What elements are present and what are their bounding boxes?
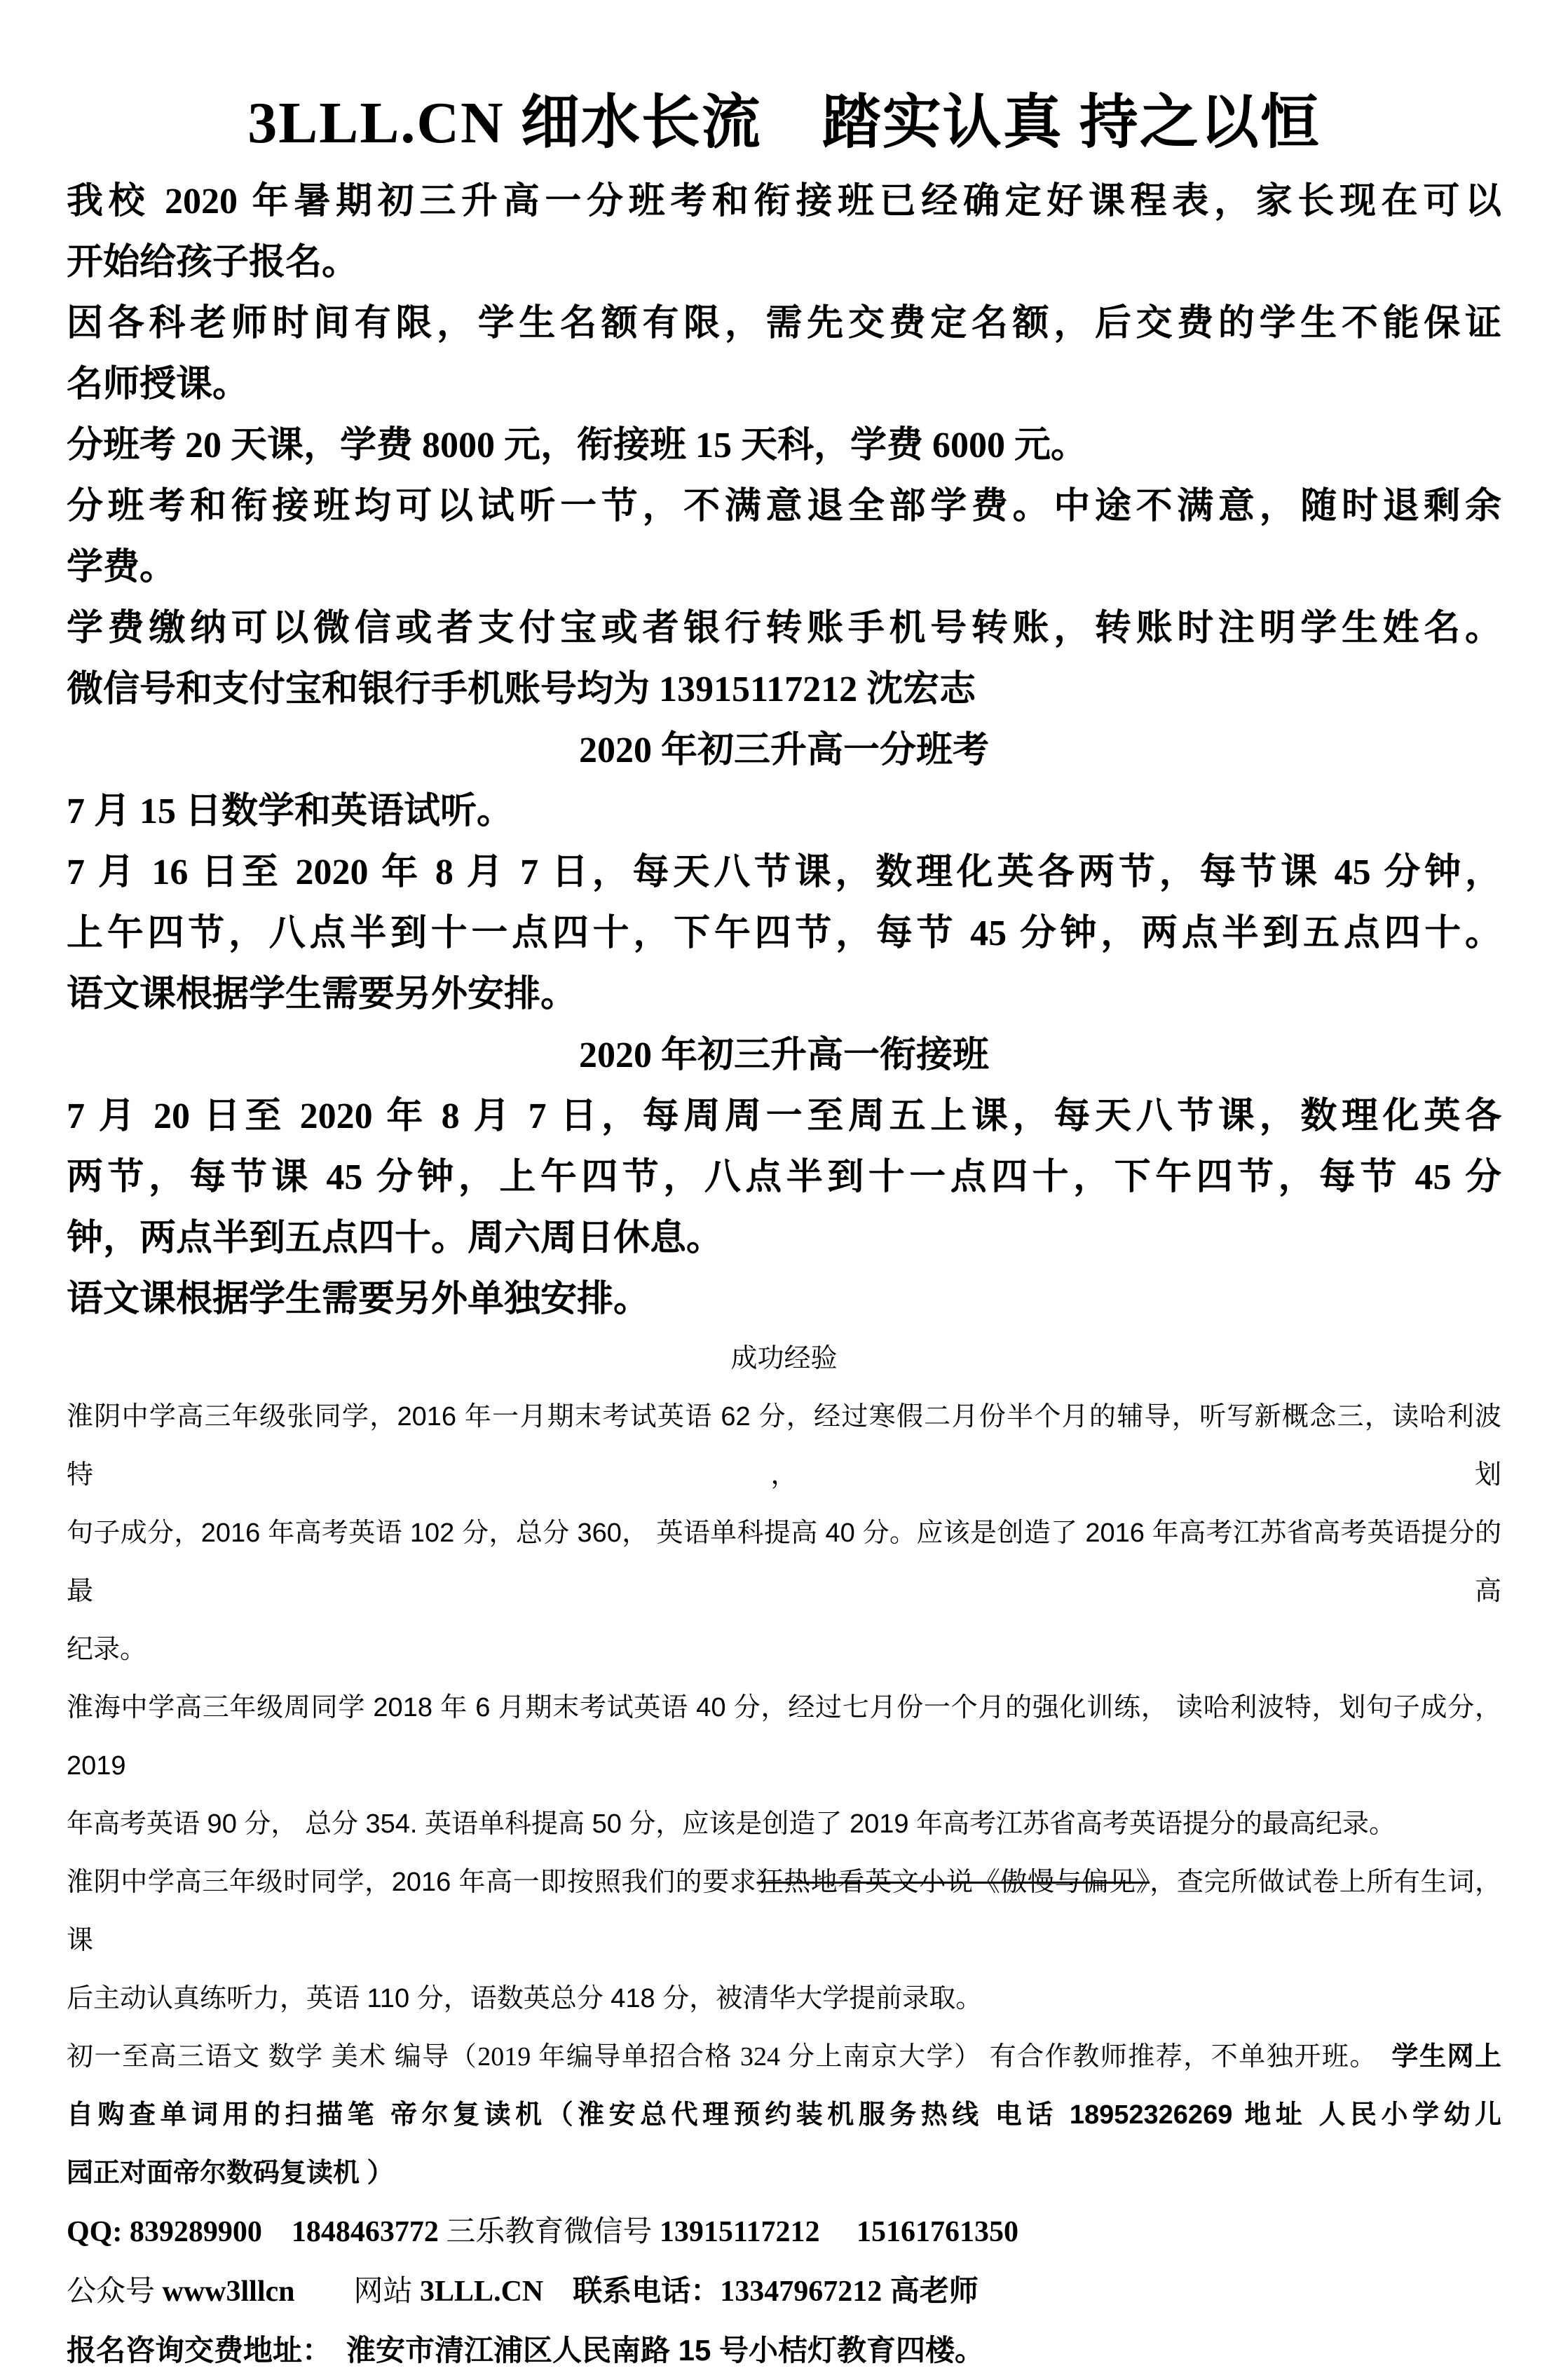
website-line: [67, 2262, 1501, 2321]
wechat-label: 三乐教育微信号: [446, 2216, 660, 2248]
official-account-name: www3lllcn: [162, 2276, 295, 2308]
bridge-class-line: 语文课根据学生需要另外单独安排。: [67, 1279, 650, 1319]
story2-line: 年高考英语 90 分， 总分 354. 英语单科提高 50 分，应该是创造了 2019 年高考江苏省高考英语提分的最高纪录。: [67, 1809, 1396, 1839]
bridge-class-heading: 2020 年初三升高一衔接班: [578, 1035, 989, 1075]
notice-line: 因各科老师时间有限，学生名额有限，需先交费定名额，后交费的学生不能保证: [67, 304, 1501, 344]
story2-line: 淮海中学高三年级周同学 2018 年 6 月期末考试英语 40 分，经过七月份一个月的强化训练， 读哈利波特，划句子成分，2019: [67, 1693, 1501, 1781]
courses-bold-tail: 学生网上: [1363, 2042, 1501, 2072]
story1-line: 淮阴中学高三年级张同学，2016 年一月期末考试英语 62 分，经过寒假二月份半个月的辅导，听写新概念三，读哈利波特，划: [67, 1402, 1501, 1490]
bridge-class-line: 两节，每节课 45 分钟，上午四节，八点半到十一点四十，下午四节，每节 45 分: [67, 1157, 1501, 1197]
contact-person: 高老师: [882, 2274, 979, 2307]
story1-line: 句子成分，2016 年高考英语 102 分，总分 360， 英语单科提高 40 分。应该是创造了 2016 年高考江苏省高考英语提分的最高: [67, 1518, 1501, 1606]
success-heading: 成功经验: [730, 1344, 838, 1373]
placement-exam-line: 7 月 16 日至 2020 年 8 月 7 日，每天八节课，数理化英各两节，每节课 45 分钟，: [67, 852, 1501, 892]
wechat-numbers: 13915117212 15161761350: [659, 2216, 1019, 2248]
notice-line-wechat-account: 微信号和支付宝和银行手机账号均为 13915117212 沈宏志: [67, 669, 976, 709]
qq-numbers: QQ: 839289900 1848463772: [67, 2216, 446, 2248]
qq-line: [67, 2203, 1501, 2262]
notice-line-payment: 学费缴纳可以微信或者支付宝或者银行转账手机号转账，转账时注明学生姓名。: [67, 608, 1501, 648]
strikethrough-text: 狂热地看英文小说《傲慢与偏见》: [756, 1868, 1150, 1897]
story3-line: [67, 1854, 1501, 1970]
notice-line-tuition: 分班考 20 天课，学费 8000 元，衔接班 15 天科，学费 6000 元。: [67, 426, 1088, 465]
story3-text-before: 淮阴中学高三年级时同学，2016 年高一即按照我们的要求: [67, 1868, 757, 1897]
phone-label: 联系电话：: [543, 2274, 721, 2307]
phone-number: 13347967212: [720, 2276, 882, 2308]
notice-line: 我校 2020 年暑期初三升高一分班考和衔接班已经确定好课程表，家长现在可以: [67, 182, 1501, 222]
bridge-class-line: 7 月 20 日至 2020 年 8 月 7 日，每周周一至周五上课，每天八节课，数理化英各: [67, 1096, 1501, 1136]
website-label: 网站: [294, 2276, 421, 2308]
notice-line: 分班考和衔接班均可以试听一节，不满意退全部学费。中途不满意，随时退剩余: [67, 487, 1501, 526]
notice-line: 开始给孩子报名。: [67, 243, 359, 283]
placement-exam-heading: 2020 年初三升高一分班考: [578, 730, 989, 770]
scanner-line: 园正对面帝尔数码复读机 ）: [67, 2158, 394, 2188]
placement-exam-line: 语文课根据学生需要另外安排。: [67, 974, 578, 1014]
website-url: 3LLL.CN: [420, 2276, 544, 2308]
story3-line: 后主动认真练听力，英语 110 分，语数英总分 418 分，被清华大学提前录取。: [67, 1984, 983, 2013]
story1-line: 纪录。: [67, 1635, 147, 1664]
placement-exam-line: 7 月 15 日数学和英语试听。: [67, 791, 514, 831]
courses-text: 初一至高三语文 数学 美术 编导（2019 年编导单招合格 324 分上南京大学） 有合作教师推荐，不单独开班。: [67, 2042, 1364, 2072]
document-title: 3LLL.CN 细水长流 踏实认真 持之以恒: [247, 90, 1321, 156]
address-line: 报名咨询交费地址： 淮安市清江浦区人民南路 15 号小桔灯教育四楼。: [67, 2334, 985, 2367]
courses-line: [67, 2028, 1501, 2086]
placement-exam-line: 上午四节，八点半到十一点四十，下午四节，每节 45 分钟，两点半到五点四十。: [67, 913, 1501, 953]
notice-line: 学费。: [67, 548, 177, 587]
official-account-label: 公众号: [67, 2276, 163, 2308]
story3-text-after: ，查完所做试卷上所有生词，课: [67, 1868, 1501, 1955]
scanner-line: 自购查单词用的扫描笔 帝尔复读机（淮安总代理预约装机服务热线 电话 18952326269 地址 人民小学幼儿: [67, 2100, 1501, 2130]
notice-line: 名师授课。: [67, 365, 250, 404]
bridge-class-line: 钟，两点半到五点四十。周六周日休息。: [67, 1218, 723, 1258]
